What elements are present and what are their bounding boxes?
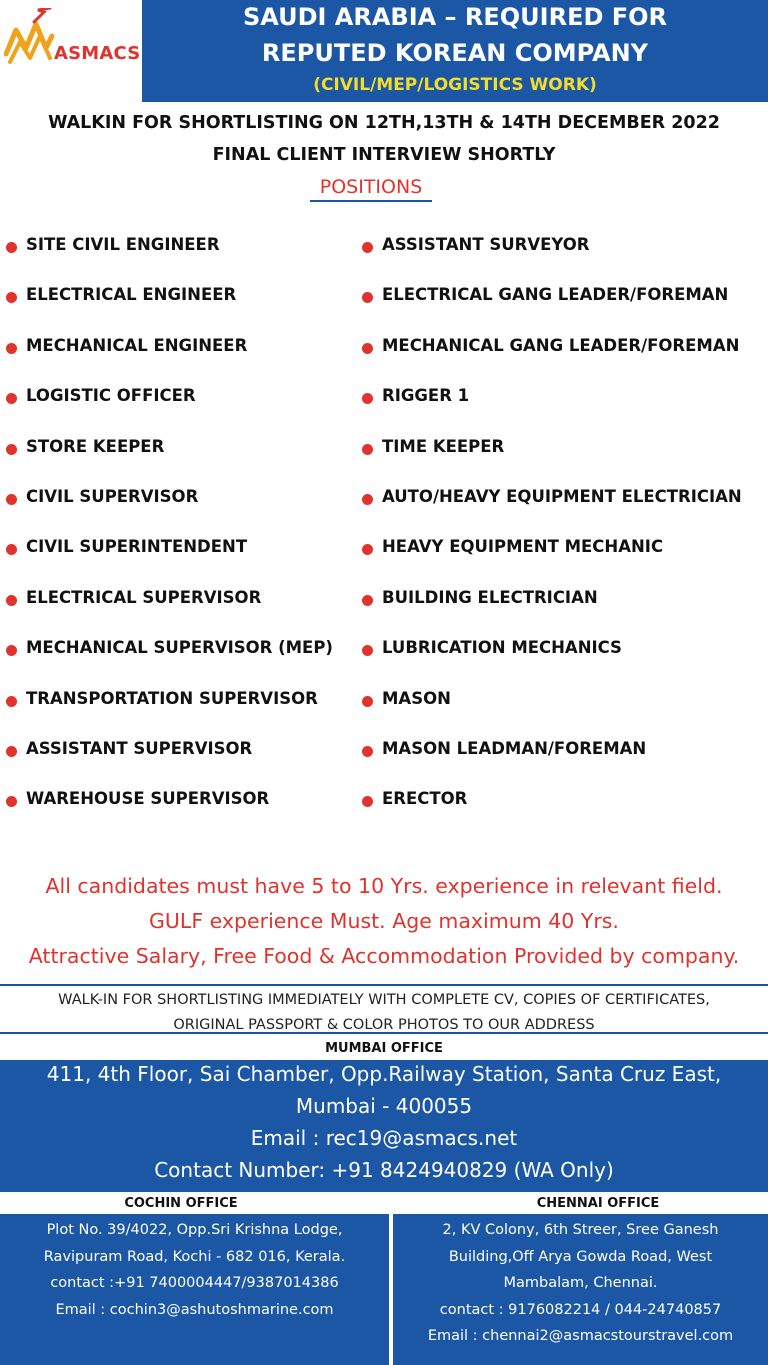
position-label: MECHANICAL SUPERVISOR (MEP) [26, 638, 333, 658]
position-label: TIME KEEPER [382, 436, 505, 456]
position-item [362, 535, 742, 585]
cochin-office-box [0, 1214, 389, 1365]
bullet-icon [362, 796, 373, 807]
bullet-icon [362, 595, 373, 606]
position-label: ERECTOR [382, 789, 468, 809]
title-line-1: SAUDI ARABIA – REQUIRED FOR [242, 3, 668, 31]
cochin-office-label: COCHIN OFFICE [124, 1196, 238, 1211]
chennai-email: Email : chennai2@asmacstourstravel.com [427, 1328, 734, 1344]
cochin-email: Email : cochin3@ashutoshmarine.com [55, 1301, 334, 1318]
bullet-icon [362, 242, 373, 253]
final-interview: FINAL CLIENT INTERVIEW SHORTLY [212, 145, 556, 165]
position-label: MECHANICAL ENGINEER [26, 335, 248, 355]
position-item [362, 384, 742, 434]
position-item [362, 737, 742, 787]
chennai-line-2: Building,Off Arya Gowda Road, West [448, 1248, 713, 1265]
position-item [6, 737, 333, 787]
position-item [6, 334, 333, 384]
walkin-notice-line-2: ORIGINAL PASSPORT & COLOR PHOTOS TO OUR ADDRESS [173, 1017, 595, 1033]
position-label: MECHANICAL GANG LEADER/FOREMAN [382, 335, 740, 355]
bullet-icon [6, 343, 17, 354]
position-item [6, 687, 333, 737]
position-item [362, 687, 742, 737]
position-label: CIVIL SUPERVISOR [26, 486, 199, 506]
walkin-notice-line-1: WALK-IN FOR SHORTLISTING IMMEDIATELY WITH COMPLETE CV, COPIES OF CERTIFICATES, [58, 992, 710, 1008]
bullet-icon [6, 393, 17, 404]
bullet-icon [6, 494, 17, 505]
position-item [6, 787, 333, 837]
mumbai-address-line-2: Mumbai - 400055 [295, 1094, 473, 1118]
bullet-icon [6, 544, 17, 555]
position-label: MASON [382, 688, 451, 708]
bullet-icon [362, 444, 373, 455]
position-item [362, 636, 742, 686]
position-label: SITE CIVIL ENGINEER [26, 235, 220, 254]
requirement-gulf-age: GULF experience Must. Age maximum 40 Yrs. [149, 909, 619, 933]
mumbai-contact: Contact Number: +91 8424940829 (WA Only) [154, 1158, 614, 1182]
position-label: MASON LEADMAN/FOREMAN [382, 738, 647, 758]
logo-text: ASMACS [54, 43, 141, 64]
position-item [6, 586, 333, 636]
position-label: AUTO/HEAVY EQUIPMENT ELECTRICIAN [382, 486, 742, 506]
position-item [6, 535, 333, 585]
title-banner [142, 0, 768, 102]
bullet-icon [6, 746, 17, 757]
requirement-benefits: Attractive Salary, Free Food & Accommodation Provided by company. [28, 944, 740, 968]
bullet-icon [6, 292, 17, 303]
bullet-icon [6, 444, 17, 455]
position-label: RIGGER 1 [382, 386, 470, 406]
position-item [362, 233, 742, 283]
position-item [6, 384, 333, 434]
bullet-icon [362, 292, 373, 303]
position-item [6, 435, 333, 485]
position-item [6, 233, 333, 283]
position-item [6, 485, 333, 535]
positions-right-column [362, 233, 742, 838]
position-item [6, 283, 333, 333]
bullet-icon [6, 595, 17, 606]
bullet-icon [6, 242, 17, 253]
position-label: ELECTRICAL GANG LEADER/FOREMAN [382, 285, 729, 305]
chennai-line-3: Mambalam, Chennai. [503, 1275, 658, 1291]
bullet-icon [362, 645, 373, 656]
logo [0, 0, 142, 102]
cochin-line-2: Ravipuram Road, Kochi - 682 016, Kerala. [43, 1248, 346, 1265]
bullet-icon [6, 796, 17, 807]
bullet-icon [6, 645, 17, 656]
position-item [362, 283, 742, 333]
bullet-icon [362, 393, 373, 404]
position-label: TRANSPORTATION SUPERVISOR [26, 688, 318, 708]
bullet-icon [362, 343, 373, 354]
position-item [362, 334, 742, 384]
chennai-contact: contact : 9176082214 / 044-24740857 [439, 1301, 722, 1318]
header [0, 0, 768, 102]
chennai-office-label: CHENNAI OFFICE [536, 1196, 660, 1211]
position-label: ELECTRICAL ENGINEER [26, 285, 237, 305]
position-label: LOGISTIC OFFICER [26, 386, 196, 406]
position-item [362, 586, 742, 636]
bullet-icon [6, 696, 17, 707]
position-label: LUBRICATION MECHANICS [382, 638, 622, 658]
mumbai-office-box [0, 1060, 768, 1192]
mumbai-office-label: MUMBAI OFFICE [325, 1041, 443, 1056]
position-label: HEAVY EQUIPMENT MECHANIC [382, 537, 664, 557]
mumbai-email: Email : rec19@asmacs.net [250, 1126, 518, 1150]
position-item [6, 636, 333, 686]
title-subtitle: (CIVIL/MEP/LOGISTICS WORK) [313, 75, 597, 95]
bullet-icon [362, 696, 373, 707]
bullet-icon [362, 494, 373, 505]
bullet-icon [362, 746, 373, 757]
cochin-contact: contact :+91 7400004447/9387014386 [50, 1275, 339, 1291]
cochin-line-1: Plot No. 39/4022, Opp.Sri Krishna Lodge, [46, 1222, 343, 1238]
chennai-office-box [393, 1214, 768, 1365]
requirement-experience: All candidates must have 5 to 10 Yrs. experience in relevant field. [45, 874, 723, 898]
walkin-dates: WALKIN FOR SHORTLISTING ON 12TH,13TH & 14TH DECEMBER 2022 [48, 113, 720, 133]
position-label: BUILDING ELECTRICIAN [382, 587, 598, 607]
mumbai-address-line-1: 411, 4th Floor, Sai Chamber, Opp.Railway Station, Santa Cruz East, [46, 1062, 722, 1086]
chennai-line-1: 2, KV Colony, 6th Streer, Sree Ganesh [442, 1222, 719, 1238]
position-label: ASSISTANT SUPERVISOR [26, 738, 253, 758]
walkin-notice [0, 984, 768, 1034]
position-item [362, 435, 742, 485]
position-label: ASSISTANT SURVEYOR [382, 235, 590, 254]
position-label: ELECTRICAL SUPERVISOR [26, 587, 262, 607]
position-label: CIVIL SUPERINTENDENT [26, 537, 248, 557]
position-label: WAREHOUSE SUPERVISOR [26, 789, 270, 809]
bullet-icon [362, 544, 373, 555]
positions-left-column [6, 233, 333, 838]
position-item [362, 787, 742, 837]
position-label: STORE KEEPER [26, 436, 165, 456]
position-item [362, 485, 742, 535]
title-line-2: REPUTED KOREAN COMPANY [261, 39, 649, 67]
positions-heading: POSITIONS [310, 176, 432, 202]
